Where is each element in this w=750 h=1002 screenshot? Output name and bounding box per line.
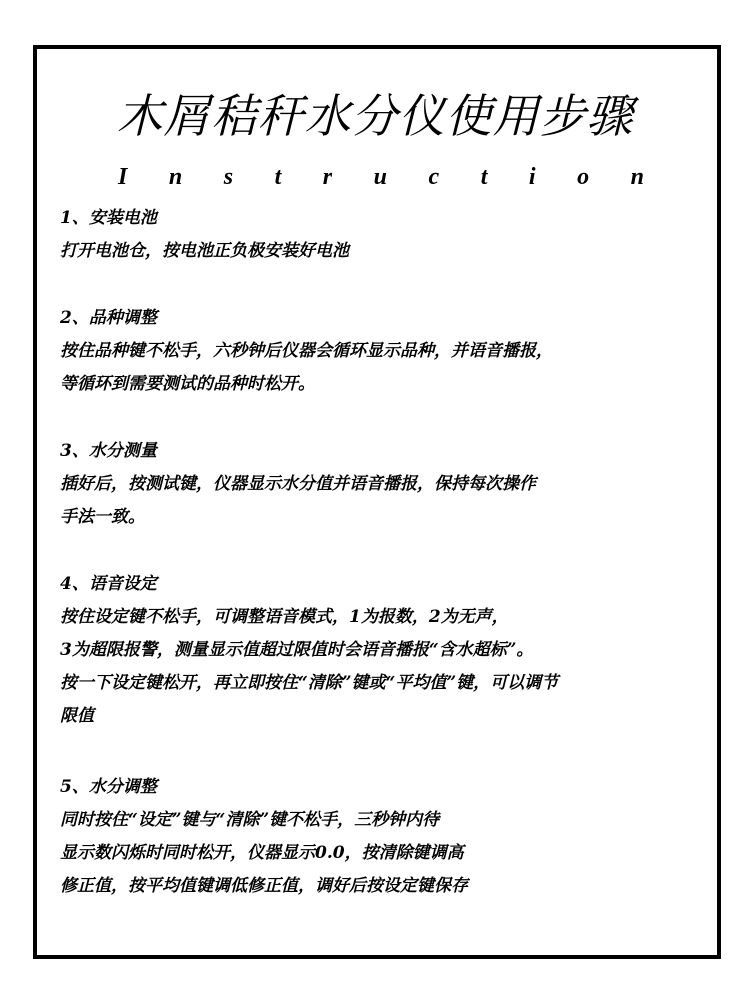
step-text: 显示数闪烁时同时松开，仪器显示0.0，按清除键调高 bbox=[60, 843, 464, 863]
subtitle-letter: i bbox=[528, 164, 536, 190]
step-heading: 1、安装电池 bbox=[60, 208, 157, 228]
step-text: 限值 bbox=[60, 706, 94, 726]
step-voice-setting bbox=[60, 568, 710, 733]
step-text: 手法一致。 bbox=[60, 507, 145, 527]
step-text: 按住设定键不松手，可调整语音模式，1为报数，2为无声， bbox=[60, 607, 509, 627]
subtitle-letter: u bbox=[373, 164, 387, 190]
step-text: 等循环到需要测试的品种时松开。 bbox=[60, 374, 315, 394]
instruction-subtitle bbox=[118, 162, 644, 192]
step-moisture-measure bbox=[60, 435, 710, 534]
subtitle-letter: I bbox=[118, 164, 128, 190]
step-text: 插好后，按测试键，仪器显示水分值并语音播报，保持每次操作 bbox=[60, 474, 536, 494]
step-text: 打开电池仓，按电池正负极安装好电池 bbox=[60, 241, 349, 261]
document-title: 木屑秸秆水分仪使用步骤 bbox=[116, 89, 634, 143]
step-heading: 3、水分测量 bbox=[60, 441, 157, 461]
subtitle-letter: o bbox=[577, 164, 590, 190]
step-heading: 2、品种调整 bbox=[60, 308, 157, 328]
subtitle-letter: r bbox=[322, 164, 333, 190]
subtitle-letter: t bbox=[274, 164, 282, 190]
subtitle-letter: c bbox=[428, 164, 440, 190]
subtitle-letter: t bbox=[480, 164, 488, 190]
step-install-battery bbox=[60, 202, 710, 268]
step-text: 按住品种键不松手，六秒钟后仪器会循环显示品种，并语音播报， bbox=[60, 341, 553, 361]
subtitle-letter: n bbox=[168, 164, 183, 190]
step-text: 3为超限报警，测量显示值超过限值时会语音播报“含水超标”。 bbox=[60, 640, 534, 660]
step-text: 同时按住“设定”键与“清除”键不松手，三秒钟内待 bbox=[60, 810, 440, 830]
step-heading: 5、水分调整 bbox=[60, 777, 157, 797]
step-moisture-adjust bbox=[60, 771, 710, 903]
step-heading: 4、语音设定 bbox=[60, 574, 157, 594]
subtitle-letter: s bbox=[223, 164, 234, 190]
step-variety-adjust bbox=[60, 302, 710, 401]
subtitle-letter: n bbox=[630, 164, 644, 190]
step-text: 按一下设定键松开，再立即按住“清除”键或“平均值”键，可以调节 bbox=[60, 673, 559, 693]
instructions-body bbox=[60, 202, 710, 903]
step-text: 修正值，按平均值键调低修正值，调好后按设定键保存 bbox=[60, 876, 468, 896]
